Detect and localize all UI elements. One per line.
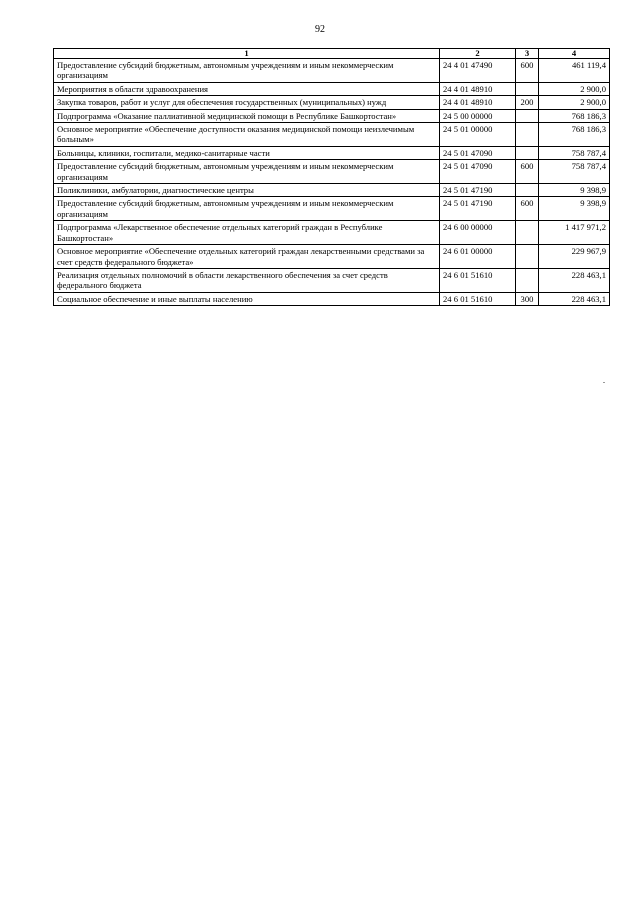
table-row [54,96,610,109]
row-code: 24 4 01 48910 [440,96,516,109]
row-name: Основное мероприятие «Обеспечение отдельных категорий граждан лекарственными средствами за счет средств федерального бюджета» [54,245,440,269]
table-row [54,184,610,197]
row-name: Больницы, клиники, госпитали, медико-санитарные части [54,146,440,159]
row-code: 24 6 01 51610 [440,268,516,292]
table-row [54,146,610,159]
table-header-row [54,49,610,59]
row-name: Подпрограмма «Лекарственное обеспечение отдельных категорий граждан в Республике Башкортостан» [54,221,440,245]
row-kind: 200 [516,96,539,109]
row-kind: 600 [516,197,539,221]
row-sum: 9 398,9 [539,184,610,197]
table-row [54,268,610,292]
table-row [54,109,610,122]
row-name: Предоставление субсидий бюджетным, автономным учреждениям и иным некоммерческим организациям [54,59,440,83]
table-row [54,197,610,221]
row-name: Предоставление субсидий бюджетным, автономным учреждениям и иным некоммерческим организациям [54,197,440,221]
column-header-kind: 3 [516,49,539,59]
row-kind [516,123,539,147]
table-row [54,245,610,269]
row-name: Основное мероприятие «Обеспечение доступности оказания медицинской помощи неизлечимым больным» [54,123,440,147]
table-row [54,123,610,147]
column-header-name: 1 [54,49,440,59]
row-code: 24 5 01 47090 [440,160,516,184]
row-sum: 1 417 971,2 [539,221,610,245]
row-kind: 600 [516,160,539,184]
row-sum: 229 967,9 [539,245,610,269]
row-code: 24 5 01 47090 [440,146,516,159]
row-sum: 758 787,4 [539,160,610,184]
row-code: 24 6 01 00000 [440,245,516,269]
row-sum: 768 186,3 [539,109,610,122]
row-sum: 768 186,3 [539,123,610,147]
row-kind [516,221,539,245]
row-kind [516,268,539,292]
row-sum: 228 463,1 [539,292,610,305]
row-code: 24 5 00 00000 [440,109,516,122]
row-name: Мероприятия в области здравоохранения [54,82,440,95]
page-number: 92 [315,24,325,35]
budget-allocation-table [53,48,610,306]
row-name: Социальное обеспечение и иные выплаты населению [54,292,440,305]
row-code: 24 6 01 51610 [440,292,516,305]
row-kind [516,184,539,197]
table-row [54,292,610,305]
column-header-sum: 4 [539,49,610,59]
row-name: Поликлиники, амбулатории, диагностические центры [54,184,440,197]
row-kind: 300 [516,292,539,305]
row-code: 24 5 01 47190 [440,184,516,197]
table-row [54,59,610,83]
row-kind [516,109,539,122]
row-code: 24 5 01 00000 [440,123,516,147]
row-sum: 461 119,4 [539,59,610,83]
row-sum: 228 463,1 [539,268,610,292]
scan-speck [603,382,605,383]
row-name: Закупка товаров, работ и услуг для обеспечения государственных (муниципальных) нужд [54,96,440,109]
row-code: 24 4 01 47490 [440,59,516,83]
row-name: Реализация отдельных полномочий в области лекарственного обеспечения за счет средств федерального бюджета [54,268,440,292]
row-code: 24 5 01 47190 [440,197,516,221]
row-kind [516,245,539,269]
row-name: Предоставление субсидий бюджетным, автономным учреждениям и иным некоммерческим организациям [54,160,440,184]
column-header-code: 2 [440,49,516,59]
row-kind [516,82,539,95]
table-row [54,82,610,95]
row-code: 24 6 00 00000 [440,221,516,245]
row-name: Подпрограмма «Оказание паллиативной медицинской помощи в Республике Башкортостан» [54,109,440,122]
table-row [54,221,610,245]
table-row [54,160,610,184]
row-sum: 2 900,0 [539,96,610,109]
row-kind [516,146,539,159]
row-code: 24 4 01 48910 [440,82,516,95]
row-sum: 758 787,4 [539,146,610,159]
row-sum: 2 900,0 [539,82,610,95]
row-sum: 9 398,9 [539,197,610,221]
row-kind: 600 [516,59,539,83]
